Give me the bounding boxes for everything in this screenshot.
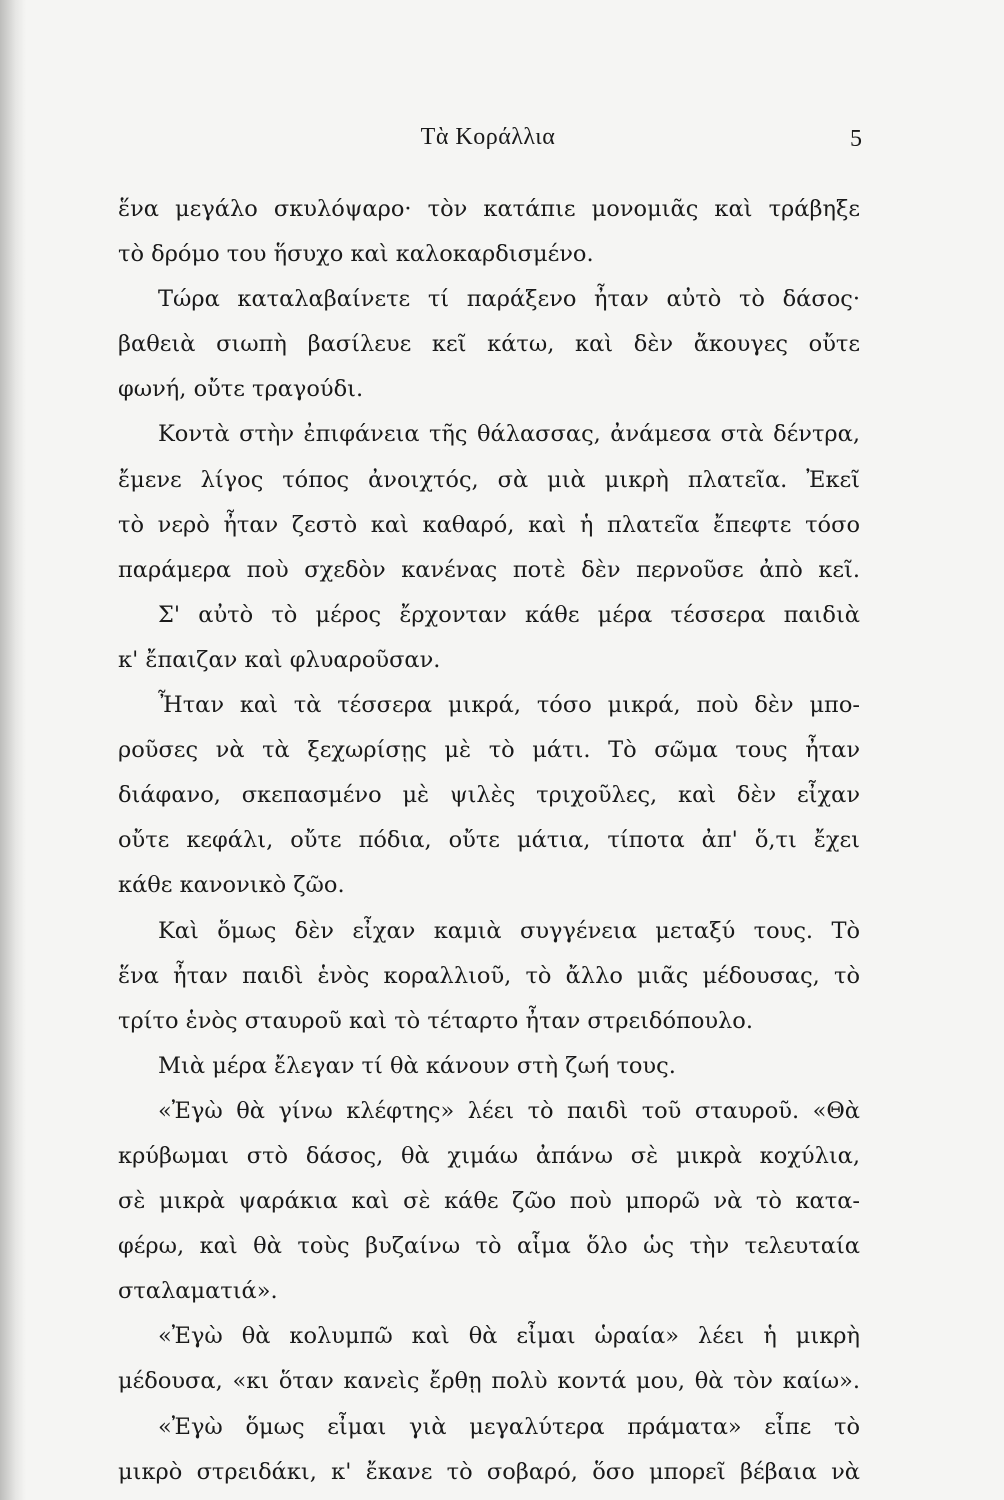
page-header [118,124,862,160]
text-line: μέδουσα, «κι ὅταν κανεὶς ἔρθῃ πολὺ κοντά μου, θὰ τὸν καίω». [118,1368,860,1395]
text-line: φέρω, καὶ θὰ τοὺς βυζαίνω τὸ αἷμα ὅλο ὡς τὴν τελευταία [118,1233,860,1260]
text-line: ἕνα μεγάλο σκυλόψαρο· τὸν κατάπιε μονομιᾶς καὶ τράβηξε [118,196,860,222]
text-line: Ἦταν καὶ τὰ τέσσερα μικρά, τόσο μικρά, ποὺ δὲν μπο- [158,692,860,719]
text-line: οὔτε κεφάλι, οὔτε πόδια, οὔτε μάτια, τίποτα ἀπ' ὅ,τι ἔχει [118,827,860,854]
text-line: σταλαματιά». [118,1278,278,1305]
page-number: 5 [850,126,862,152]
text-line: Σ' αὐτὸ τὸ μέρος ἔρχονταν κάθε μέρα τέσσερα παιδιὰ [158,601,860,628]
text-line: σὲ μικρὰ ψαράκια καὶ σὲ κάθε ζῶο ποὺ μπορῶ νὰ τὸ κατα- [118,1188,860,1215]
text-line: φωνή, οὔτε τραγούδι. [118,376,364,403]
text-line: Μιὰ μέρα ἔλεγαν τί θὰ κάνουν στὴ ζωή τους. [158,1052,676,1079]
text-line: κ' ἔπαιζαν καὶ φλυαροῦσαν. [118,646,441,673]
text-line: «Ἐγὼ θὰ κολυμπῶ καὶ θὰ εἶμαι ὡραία» λέει ἡ μικρὴ [158,1323,860,1350]
text-line: ἕνα ἦταν παιδὶ ἑνὸς κοραλλιοῦ, τὸ ἄλλο μιᾶς μέδουσας, τὸ [118,962,860,989]
text-line: βαθειὰ σιωπὴ βασίλευε κεῖ κάτω, καὶ δὲν ἄκουγες οὔτε [118,331,860,358]
text-line: τὸ δρόμο του ἥσυχο καὶ καλοκαρδισμένο. [118,241,594,268]
text-line: Κοντὰ στὴν ἐπιφάνεια τῆς θάλασσας, ἀνάμεσα στὰ δέντρα, [158,421,860,448]
text-line: κρύβωμαι στὸ δάσος, θὰ χιμάω ἀπάνω σὲ μικρὰ κοχύλια, [118,1142,860,1169]
text-line: τὸ νερὸ ἦταν ζεστὸ καὶ καθαρό, καὶ ἡ πλατεῖα ἔπεφτε τόσο [118,511,860,538]
text-line: ἔμενε λίγος τόπος ἀνοιχτός, σὰ μιὰ μικρὴ πλατεῖα. Ἐκεῖ [118,466,860,493]
text-line: Καὶ ὅμως δὲν εἶχαν καμιὰ συγγένεια μεταξύ τους. Τὸ [158,917,860,944]
body-text [118,187,860,1495]
text-line: παράμερα ποὺ σχεδὸν κανένας ποτὲ δὲν περνοῦσε ἀπὸ κεῖ. [118,556,860,583]
running-title: Τὰ Κοράλλια [420,124,556,150]
text-line: «Ἐγὼ ὅμως εἶμαι γιὰ μεγαλύτερα πράματα» εἶπε τὸ [158,1413,860,1440]
text-line: μικρὸ στρειδάκι, κ' ἔκανε τὸ σοβαρό, ὅσο μπορεῖ βέβαια νὰ [118,1458,860,1485]
text-line: κάθε κανονικὸ ζῶο. [118,872,345,899]
text-line: ροῦσες νὰ τὰ ξεχωρίσῃς μὲ τὸ μάτι. Τὸ σῶμα τους ἦταν [118,737,860,764]
text-line: Τώρα καταλαβαίνετε τί παράξενο ἦταν αὐτὸ τὸ δάσος· [158,286,860,313]
text-line: τρίτο ἑνὸς σταυροῦ καὶ τὸ τέταρτο ἦταν στρειδόπουλο. [118,1007,753,1034]
text-line: διάφανο, σκεπασμένο μὲ ψιλὲς τριχοῦλες, καὶ δὲν εἶχαν [118,782,860,809]
binding-shadow [0,0,26,1500]
text-line: «Ἐγὼ θὰ γίνω κλέφτης» λέει τὸ παιδὶ τοῦ σταυροῦ. «Θὰ [158,1097,860,1124]
